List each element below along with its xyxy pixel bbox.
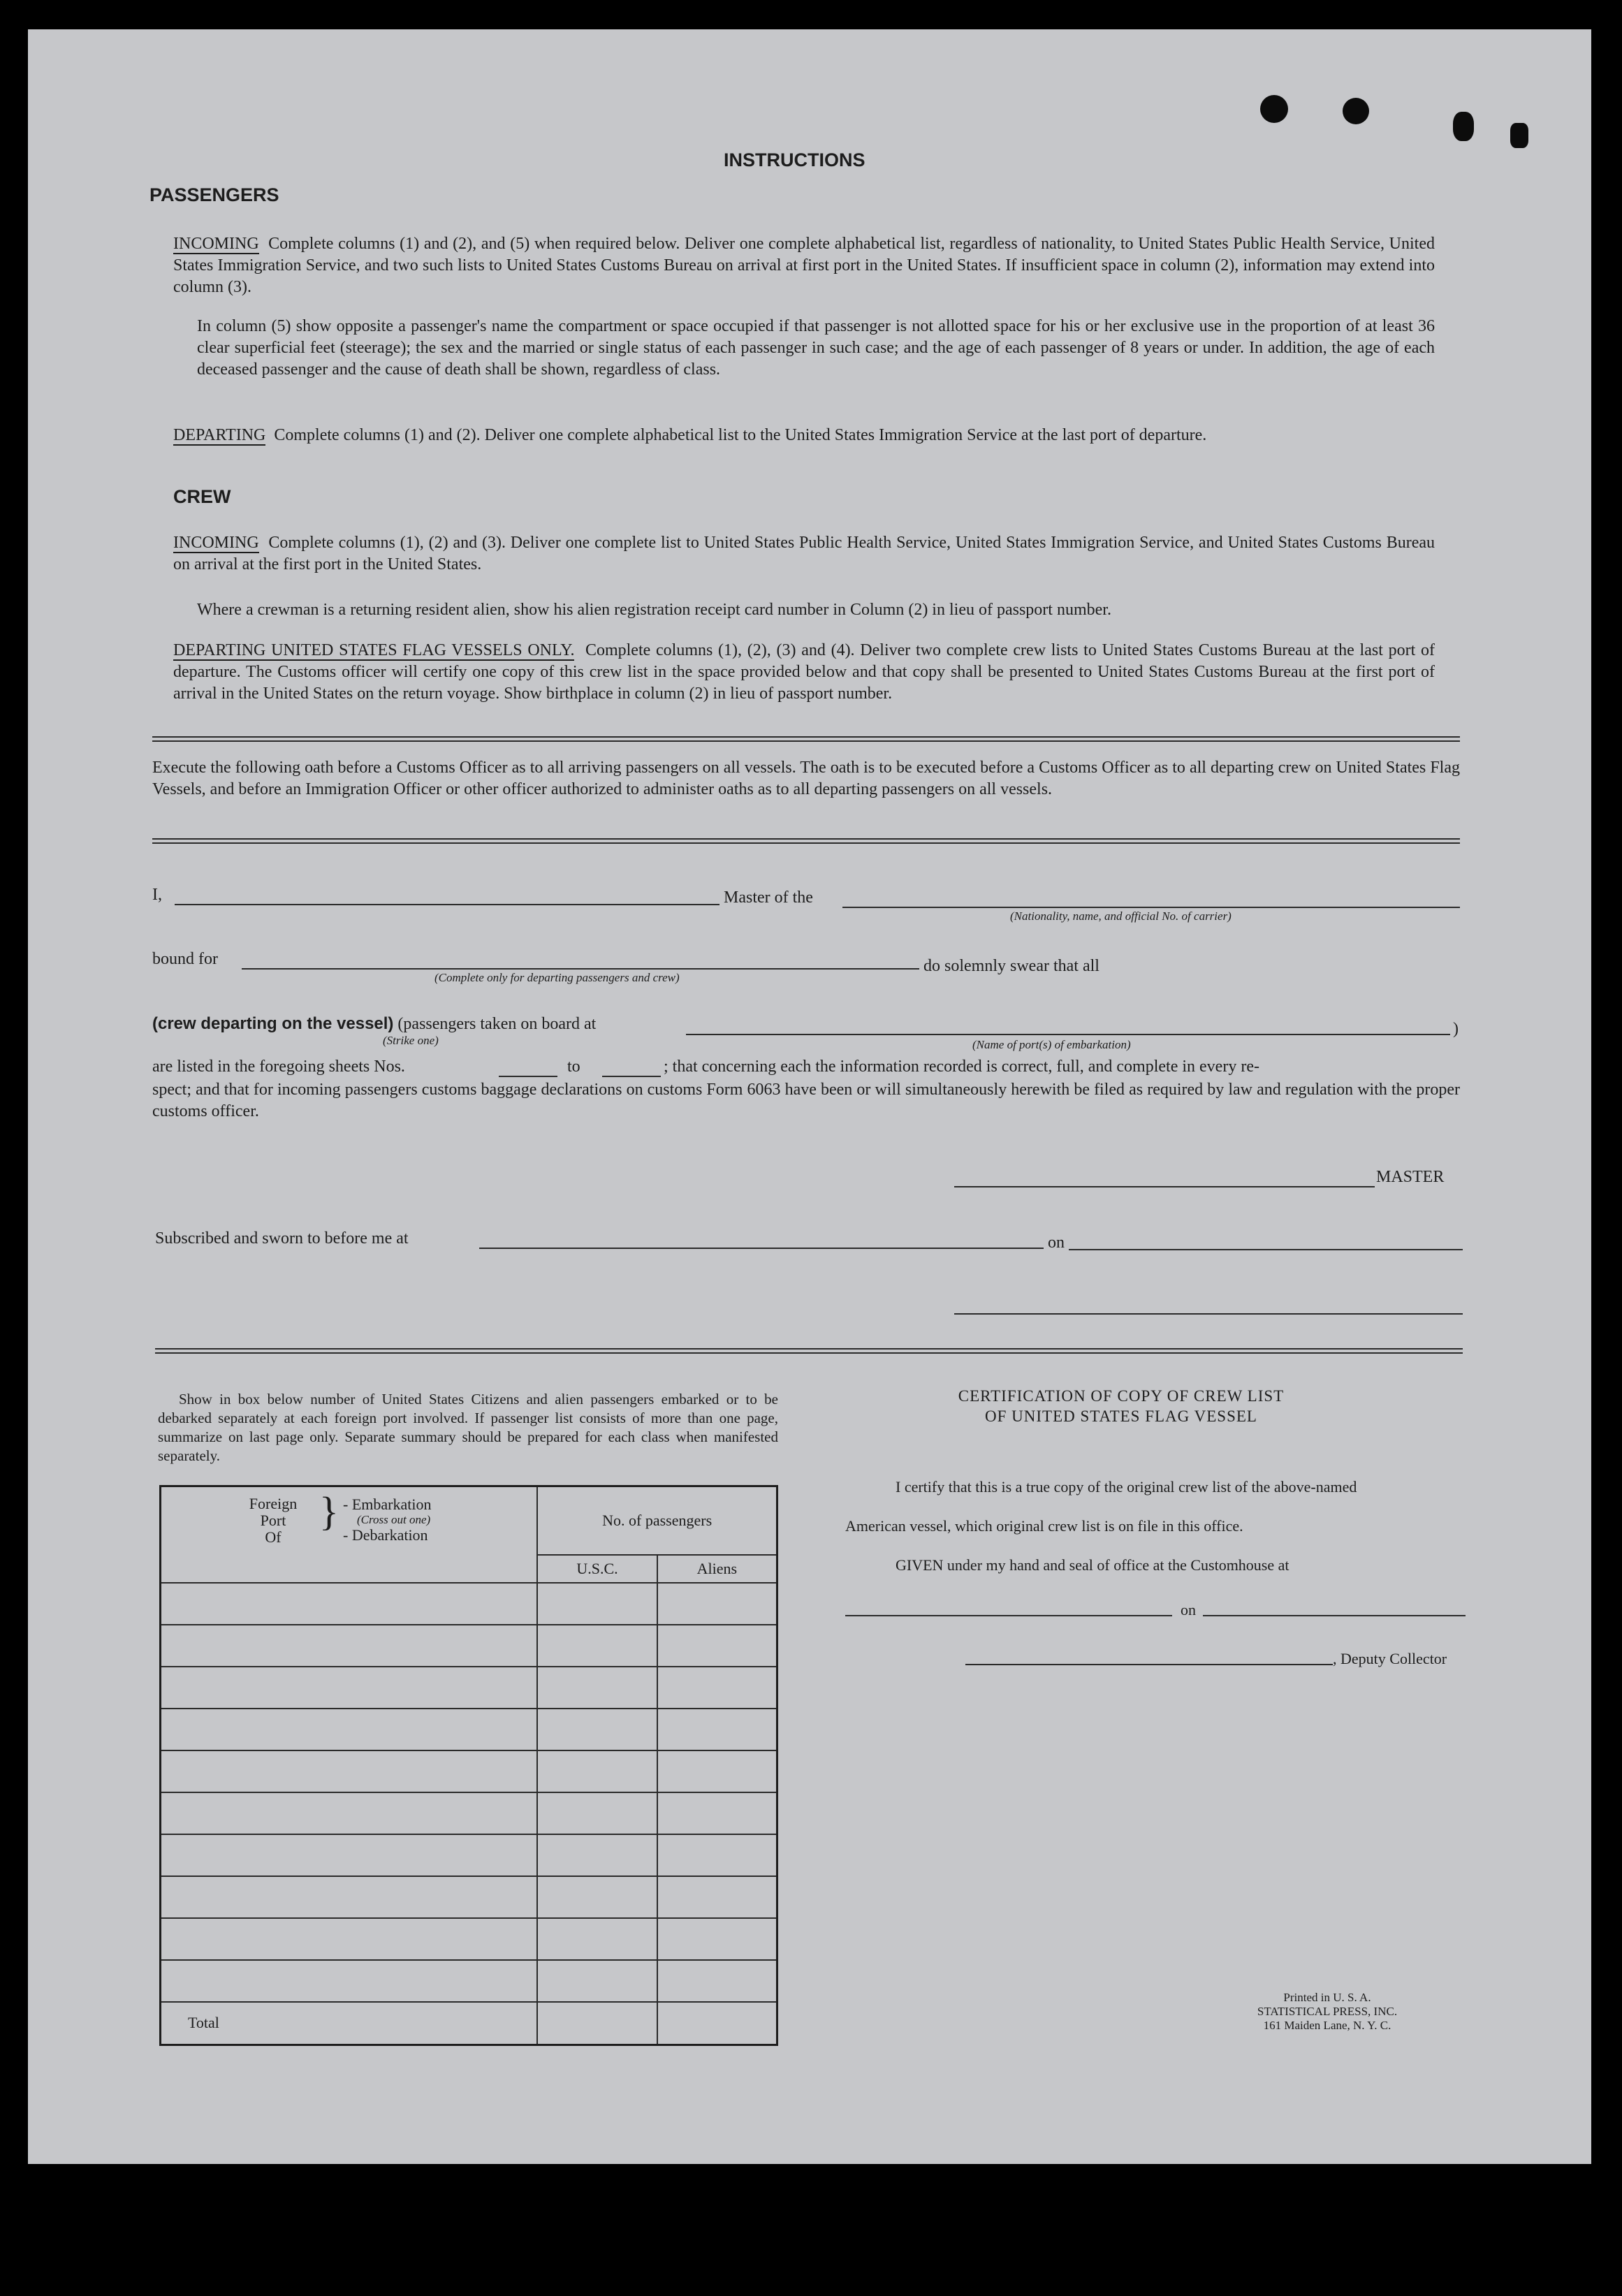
cert-date-field[interactable]	[1203, 1615, 1466, 1616]
passengers-departing-label: DEPARTING	[173, 426, 266, 444]
certify-line1: I certify that this is a true copy of the original crew list of the above-named	[896, 1478, 1357, 1496]
to-label: to	[567, 1058, 580, 1076]
customhouse-field[interactable]	[845, 1615, 1172, 1616]
oath-instruction-text: Execute the following oath before a Customs Officer as to all arriving passengers on all vessels. The oath is to be executed before a Customs Officer as to all departing crew on United States Flag Vessels, and before an Immigration Officer or other officer authorized to administer oaths as to all departing passengers on all vessels.	[152, 759, 1460, 798]
master-signature-field[interactable]	[954, 1186, 1375, 1187]
summary-instruction: Show in box below number of United States Citizens and alien passengers embarked or to be debarked separately at each foreign port involved. If passenger list consists of more than one page, summarize on last page only. Separate summary should be prepared for each class when manifested separately.	[158, 1391, 778, 1464]
crew-departing-text: Complete columns (1), (2), (3) and (4). Deliver two complete crew lists to United States Customs Bureau at the last port of departure. The Customs officer will certify one copy of this crew list in the space provided below and that copy shall be presented to United States Customs Bureau at the first port of arrival in the United States on the return voyage. Show birthplace in column (2) in lieu of passport number.	[173, 641, 1435, 703]
master-of-label: Master of the	[724, 889, 813, 907]
sheet-from-field[interactable]	[499, 1076, 557, 1077]
port-row	[161, 1792, 777, 1834]
aliens-cell[interactable]	[657, 1876, 777, 1918]
swear-label: do solemnly swear that all	[923, 957, 1099, 975]
usc-cell[interactable]	[537, 1792, 657, 1834]
usc-cell[interactable]	[537, 1876, 657, 1918]
listed-label: are listed in the foregoing sheets Nos.	[152, 1058, 405, 1076]
usc-cell[interactable]	[537, 1834, 657, 1876]
foreign-port-header: Foreign Port Of } - Embarkation (Cross out one) - Debarkation	[161, 1486, 538, 1583]
port-row	[161, 1667, 777, 1709]
nationality-caption: (Nationality, name, and official No. of carrier)	[1010, 909, 1232, 923]
aliens-cell[interactable]	[657, 1750, 777, 1792]
passengers-departing-paragraph	[173, 425, 1435, 446]
aliens-cell[interactable]	[657, 1960, 777, 2002]
bound-for-label: bound for	[152, 950, 218, 968]
port-embarkation-field[interactable]	[686, 1034, 1450, 1035]
embarkation-label: - Embarkation	[343, 1496, 432, 1513]
strike-one-caption: (Strike one)	[383, 1034, 439, 1047]
port-row	[161, 1625, 777, 1667]
debarkation-label: - Debarkation	[343, 1526, 428, 1544]
usc-cell[interactable]	[537, 1750, 657, 1792]
port-cell[interactable]	[161, 1625, 538, 1667]
column5-paragraph	[197, 316, 1435, 381]
column5-text: In column (5) show opposite a passenger's name the compartment or space occupied if that passenger is not allotted space for his or her exclusive use in the proportion of at least 36 clear superficial feet (steerage); the sex and the married or single status of each passenger in such case; and the age of each passenger of 8 years or under. In addition, the age of each deceased passenger and the cause of death shall be shown, regardless of class.	[197, 317, 1435, 379]
aliens-header: Aliens	[657, 1555, 777, 1583]
crew-heading: CREW	[173, 486, 231, 507]
port-cell[interactable]	[161, 1918, 538, 1960]
officer-signature-field[interactable]	[954, 1313, 1463, 1315]
port-cell[interactable]	[161, 1834, 538, 1876]
passengers-heading: PASSENGERS	[149, 184, 279, 205]
sheet-to-field[interactable]	[602, 1076, 661, 1077]
port-caption: (Name of port(s) of embarkation)	[972, 1038, 1131, 1051]
aliens-cell[interactable]	[657, 1834, 777, 1876]
aliens-cell[interactable]	[657, 1667, 777, 1709]
crew-resident-text: Where a crewman is a returning resident alien, show his alien registration receipt card number in Column (2) in lieu of passport number.	[197, 601, 1111, 619]
usc-cell[interactable]	[537, 1583, 657, 1625]
listed-text-line1: ; that concerning each the information recorded is correct, full, and complete in every re-	[664, 1058, 1259, 1076]
certify-line2: American vessel, which original crew list is on file in this office.	[845, 1517, 1243, 1535]
port-cell[interactable]	[161, 1960, 538, 2002]
crew-incoming-label: INCOMING	[173, 534, 259, 552]
subscribed-place-field[interactable]	[479, 1248, 1044, 1249]
port-cell[interactable]	[161, 1709, 538, 1750]
cross-out-caption: (Cross out one)	[357, 1513, 431, 1526]
port-row	[161, 1834, 777, 1876]
port-cell[interactable]	[161, 1583, 538, 1625]
total-row	[161, 2002, 777, 2045]
port-cell[interactable]	[161, 1792, 538, 1834]
crew-departing-label: DEPARTING UNITED STATES FLAG VESSELS ONLY.	[173, 641, 575, 659]
section-divider	[152, 838, 1460, 844]
usc-cell[interactable]	[537, 1709, 657, 1750]
port-cell[interactable]	[161, 1667, 538, 1709]
aliens-cell[interactable]	[657, 1625, 777, 1667]
section-divider	[155, 1348, 1463, 1354]
port-row	[161, 1583, 777, 1625]
port-cell[interactable]	[161, 1750, 538, 1792]
complete-only-caption: (Complete only for departing passengers and crew)	[434, 971, 680, 984]
usc-cell[interactable]	[537, 1667, 657, 1709]
punch-hole	[1510, 123, 1528, 148]
bound-for-field[interactable]	[242, 968, 919, 970]
usc-header: U.S.C.	[537, 1555, 657, 1583]
brace: }	[319, 1489, 339, 1534]
usc-cell[interactable]	[537, 1960, 657, 2002]
subscribed-date-field[interactable]	[1069, 1249, 1463, 1250]
no-passengers-header: No. of passengers	[537, 1486, 777, 1555]
total-aliens-cell[interactable]	[657, 2002, 777, 2045]
given-text: GIVEN under my hand and seal of office at the Customhouse at	[896, 1556, 1289, 1574]
passengers-incoming-paragraph	[173, 233, 1435, 298]
carrier-field[interactable]	[842, 907, 1460, 908]
punch-hole	[1343, 98, 1369, 124]
port-row	[161, 1918, 777, 1960]
section-divider	[152, 736, 1460, 742]
master-label: MASTER	[1376, 1168, 1445, 1186]
port-row	[161, 1750, 777, 1792]
subscribed-label: Subscribed and sworn to before me at	[155, 1229, 409, 1248]
subscribed-on-label: on	[1048, 1234, 1065, 1252]
printer-imprint: Printed in U. S. A. STATISTICAL PRESS, INC. 161 Maiden Lane, N. Y. C.	[1257, 1991, 1398, 2032]
aliens-cell[interactable]	[657, 1709, 777, 1750]
crew-departing-label: (crew departing on the vessel)	[152, 1014, 394, 1033]
ports-summary-table	[159, 1485, 778, 2046]
cert-on-label: on	[1181, 1601, 1196, 1618]
aliens-cell[interactable]	[657, 1918, 777, 1960]
punch-hole	[1260, 95, 1288, 123]
page-title: INSTRUCTIONS	[724, 149, 865, 170]
crew-departing-paragraph	[173, 640, 1435, 705]
close-paren: )	[1453, 1020, 1459, 1038]
oath-instruction	[152, 757, 1460, 800]
usc-cell[interactable]	[537, 1625, 657, 1667]
passengers-incoming-label: INCOMING	[173, 235, 259, 253]
total-label: Total	[161, 2002, 538, 2045]
passengers-departing-text: Complete columns (1) and (2). Deliver one complete alphabetical list to the United States Immigration Service at the last port of departure.	[274, 426, 1207, 444]
total-usc-cell[interactable]	[537, 2002, 657, 2045]
aliens-cell[interactable]	[657, 1792, 777, 1834]
port-row	[161, 1709, 777, 1750]
punch-hole	[1453, 112, 1474, 141]
crew-resident-paragraph	[197, 599, 1435, 621]
crew-incoming-paragraph	[173, 532, 1435, 576]
crew-departing-option[interactable]	[152, 1014, 596, 1034]
aliens-cell[interactable]	[657, 1583, 777, 1625]
passengers-taken-label: (passengers taken on board at	[397, 1015, 597, 1033]
certification-heading: CERTIFICATION OF COPY OF CREW LIST OF UNITED STATES FLAG VESSEL	[958, 1387, 1285, 1425]
master-name-field[interactable]	[175, 904, 719, 905]
port-cell[interactable]	[161, 1876, 538, 1918]
passengers-incoming-text: Complete columns (1) and (2), and (5) when required below. Deliver one complete alphabetical list, regardless of nationality, to United States Public Health Service, United States Immigration Service, and two such lists to United States Customs Bureau on arrival at first port in the United States. If insufficient space in column (2), information may extend into column (3).	[173, 235, 1435, 296]
port-row	[161, 1876, 777, 1918]
deputy-collector-label: , Deputy Collector	[1333, 1650, 1447, 1667]
listed-text-rest: spect; and that for incoming passengers customs baggage declarations on customs Form 6063 have been or will simultaneously herewith be filed as required by law and regulation with the proper customs officer.	[152, 1081, 1460, 1120]
usc-cell[interactable]	[537, 1918, 657, 1960]
oath-i-label: I,	[152, 886, 162, 904]
deputy-signature-field[interactable]	[965, 1664, 1333, 1665]
crew-incoming-text: Complete columns (1), (2) and (3). Deliver one complete list to United States Public Health Service, United States Immigration Service, and United States Customs Bureau on arrival at the first port in the United States.	[173, 534, 1435, 573]
port-row	[161, 1960, 777, 2002]
